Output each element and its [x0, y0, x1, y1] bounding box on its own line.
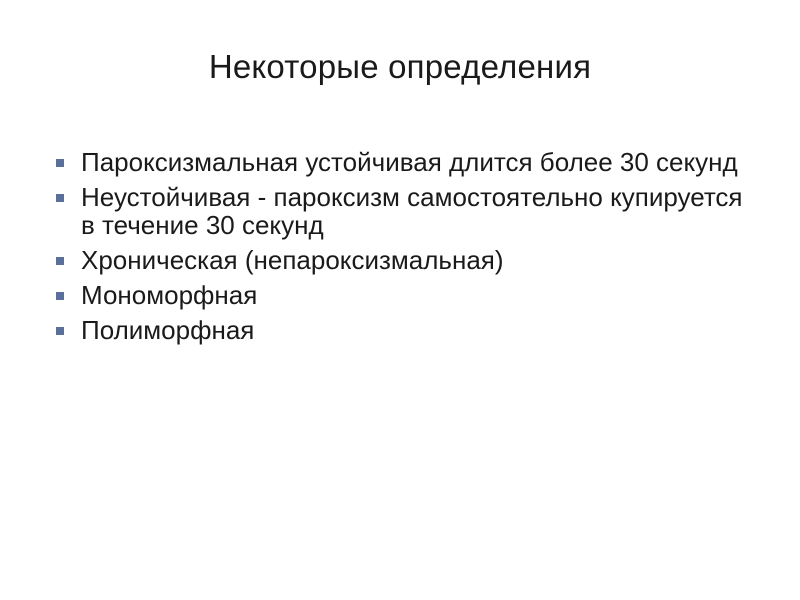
list-item	[56, 183, 746, 239]
bullet-text: Полиморфная	[81, 315, 255, 345]
bullet-list	[56, 148, 746, 351]
square-bullet-icon	[56, 194, 64, 202]
bullet-text: Мономорфная	[81, 280, 258, 310]
bullet-text: Хроническая (непароксизмальная)	[81, 245, 504, 275]
list-item	[56, 148, 746, 176]
square-bullet-icon	[56, 159, 64, 167]
bullet-text: Пароксизмальная устойчивая длится более 30 секунд	[81, 147, 738, 177]
slide-title: Некоторые определения	[208, 48, 592, 85]
list-item	[56, 316, 746, 344]
list-item	[56, 246, 746, 274]
list-item	[56, 281, 746, 309]
bullet-text: Неустойчивая - пароксизм самостоятельно купируется в течение 30 секунд	[81, 182, 743, 240]
square-bullet-icon	[56, 327, 64, 335]
square-bullet-icon	[56, 257, 64, 265]
square-bullet-icon	[56, 292, 64, 300]
